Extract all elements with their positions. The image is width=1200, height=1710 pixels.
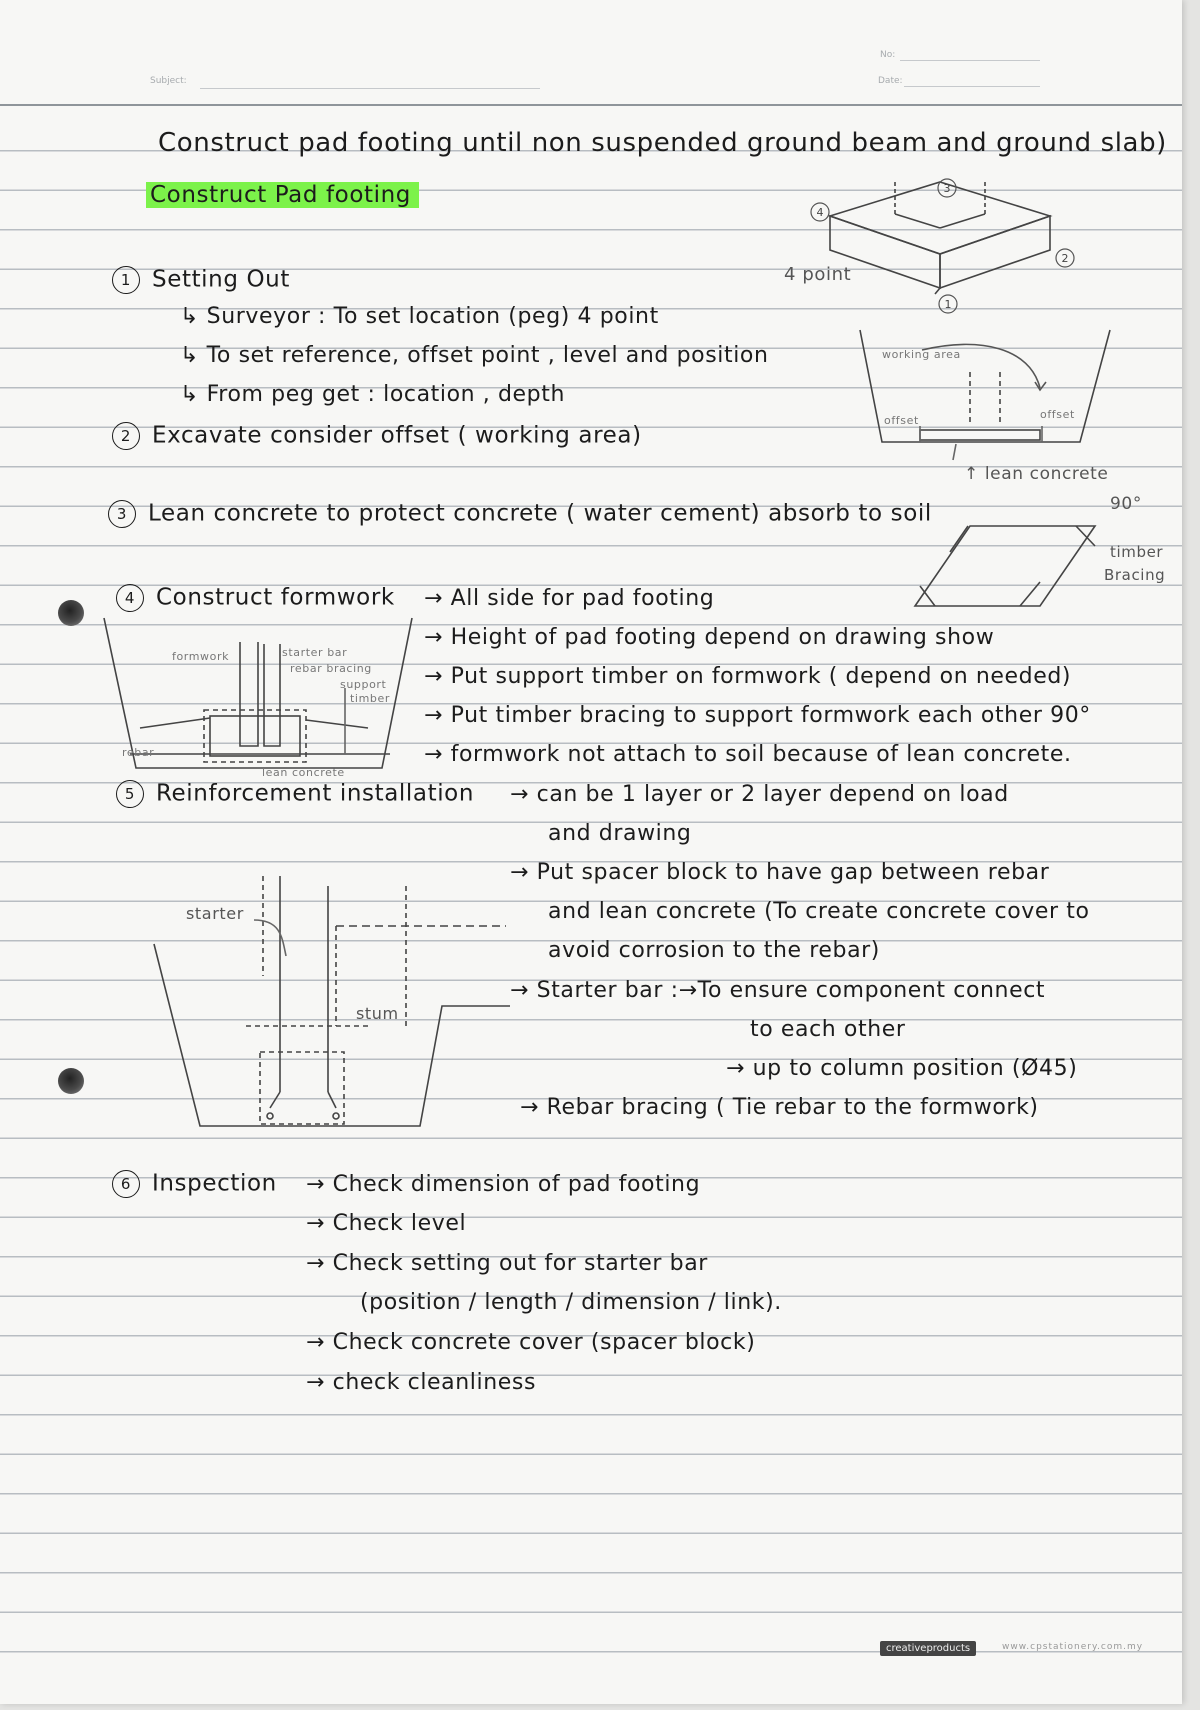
support-label: support — [340, 678, 387, 691]
step-1-line-3: ↳ From peg get : location , depth — [180, 382, 566, 407]
bracing-label: Bracing — [1104, 566, 1166, 584]
subject-line — [200, 88, 540, 89]
working-area-label: working area — [882, 348, 961, 361]
offset-right-label: offset — [1040, 408, 1075, 421]
angle-90-label: 90° — [1110, 494, 1142, 514]
subject-label: Subject: — [150, 76, 187, 86]
step-5-line-7: to each other — [750, 1017, 906, 1042]
step-6-heading — [112, 1170, 277, 1198]
step-3-heading — [108, 500, 932, 528]
step-5-line-1: → can be 1 layer or 2 layer depend on load — [510, 782, 1009, 807]
step-1-heading — [112, 266, 290, 294]
step-5-heading — [116, 780, 474, 808]
stump-label: stum — [356, 1004, 399, 1023]
corner-2-label: 2 — [1061, 252, 1069, 265]
timber-bracing-diagram — [910, 516, 1110, 616]
step-1-line-1: ↳ Surveyor : To set location (peg) 4 point — [180, 304, 659, 329]
step-6-line-5: → Check concrete cover (spacer block) — [306, 1330, 756, 1355]
step-5-line-6: → Starter bar :→To ensure component connect — [510, 978, 1046, 1003]
step-3-title: Lean concrete to protect concrete ( water cement) absorb to soil — [148, 500, 932, 527]
step-5-number: 5 — [116, 780, 144, 808]
timber-label: timber — [1110, 543, 1164, 561]
step-4-line-3: → Put support timber on formwork ( depend on needed) — [424, 664, 1072, 689]
page-title: Construct pad footing until non suspended ground beam and ground slab) — [158, 128, 1167, 158]
starter-label: starter — [186, 904, 244, 923]
offset-left-label: offset — [884, 414, 919, 427]
step-3-number: 3 — [108, 500, 136, 528]
step-6-line-6: → check cleanliness — [306, 1370, 537, 1395]
header-rule — [0, 104, 1182, 106]
brand-badge: creativeproducts — [880, 1641, 976, 1656]
step-4-number: 4 — [116, 584, 144, 612]
step-6-line-4: (position / length / dimension / link). — [360, 1290, 782, 1315]
step-5-line-8: → up to column position (Ø45) — [726, 1056, 1078, 1081]
no-line — [900, 60, 1040, 61]
highlight-heading — [146, 182, 419, 208]
step-4-line-1: → All side for pad footing — [424, 586, 715, 611]
timber-small-label: timber — [350, 692, 390, 705]
lean-concrete-small-label: lean concrete — [262, 766, 345, 779]
date-label: Date: — [878, 76, 903, 86]
brand-url: www.cpstationery.com.my — [1002, 1642, 1144, 1652]
rebar-bracing-label: rebar bracing — [290, 662, 372, 675]
step-5-line-3: → Put spacer block to have gap between rebar — [510, 860, 1050, 885]
step-6-line-1: → Check dimension of pad footing — [306, 1172, 701, 1197]
step-5-line-9: → Rebar bracing ( Tie rebar to the formwork) — [520, 1095, 1039, 1120]
step-4-line-4: → Put timber bracing to support formwork each other 90° — [424, 703, 1091, 728]
step-5-line-4: and lean concrete (To create concrete cover to — [548, 899, 1090, 924]
rebar-label: rebar — [122, 746, 155, 759]
binder-hole-bottom — [58, 1068, 84, 1094]
corner-1-label: 1 — [944, 298, 952, 311]
highlight-heading-text: Construct Pad footing — [146, 182, 419, 208]
binder-hole-top — [58, 600, 84, 626]
step-2-title: Excavate consider offset ( working area) — [152, 422, 642, 449]
formwork-label: formwork — [172, 650, 230, 663]
step-5-title: Reinforcement installation — [156, 780, 475, 807]
step-4-line-5: → formwork not attach to soil because of lean concrete. — [424, 742, 1072, 767]
no-label: No: — [880, 50, 896, 60]
corner-3-label: 3 — [943, 182, 951, 195]
step-6-line-3: → Check setting out for starter bar — [306, 1251, 708, 1276]
step-2-number: 2 — [112, 422, 140, 450]
date-line — [904, 86, 1040, 87]
step-6-title: Inspection — [152, 1170, 277, 1197]
step-4-title: Construct formwork — [156, 584, 395, 611]
step-1-title: Setting Out — [152, 266, 290, 293]
four-point-label: 4 point — [784, 264, 852, 285]
step-6-number: 6 — [112, 1170, 140, 1198]
step-2-heading — [112, 422, 642, 450]
step-5-line-5: avoid corrosion to the rebar) — [548, 938, 880, 963]
step-1-line-2: ↳ To set reference, offset point , level and position — [180, 343, 769, 368]
step-5-line-2: and drawing — [548, 821, 692, 846]
corner-4-label: 4 — [816, 206, 824, 219]
lean-concrete-label: ↑ lean concrete — [964, 464, 1109, 484]
starter-bar-label: starter bar — [282, 646, 348, 659]
step-6-line-2: → Check level — [306, 1211, 467, 1236]
step-4-line-2: → Height of pad footing depend on drawing show — [424, 625, 995, 650]
step-1-number: 1 — [112, 266, 140, 294]
pad-footing-iso-diagram — [810, 176, 1100, 326]
